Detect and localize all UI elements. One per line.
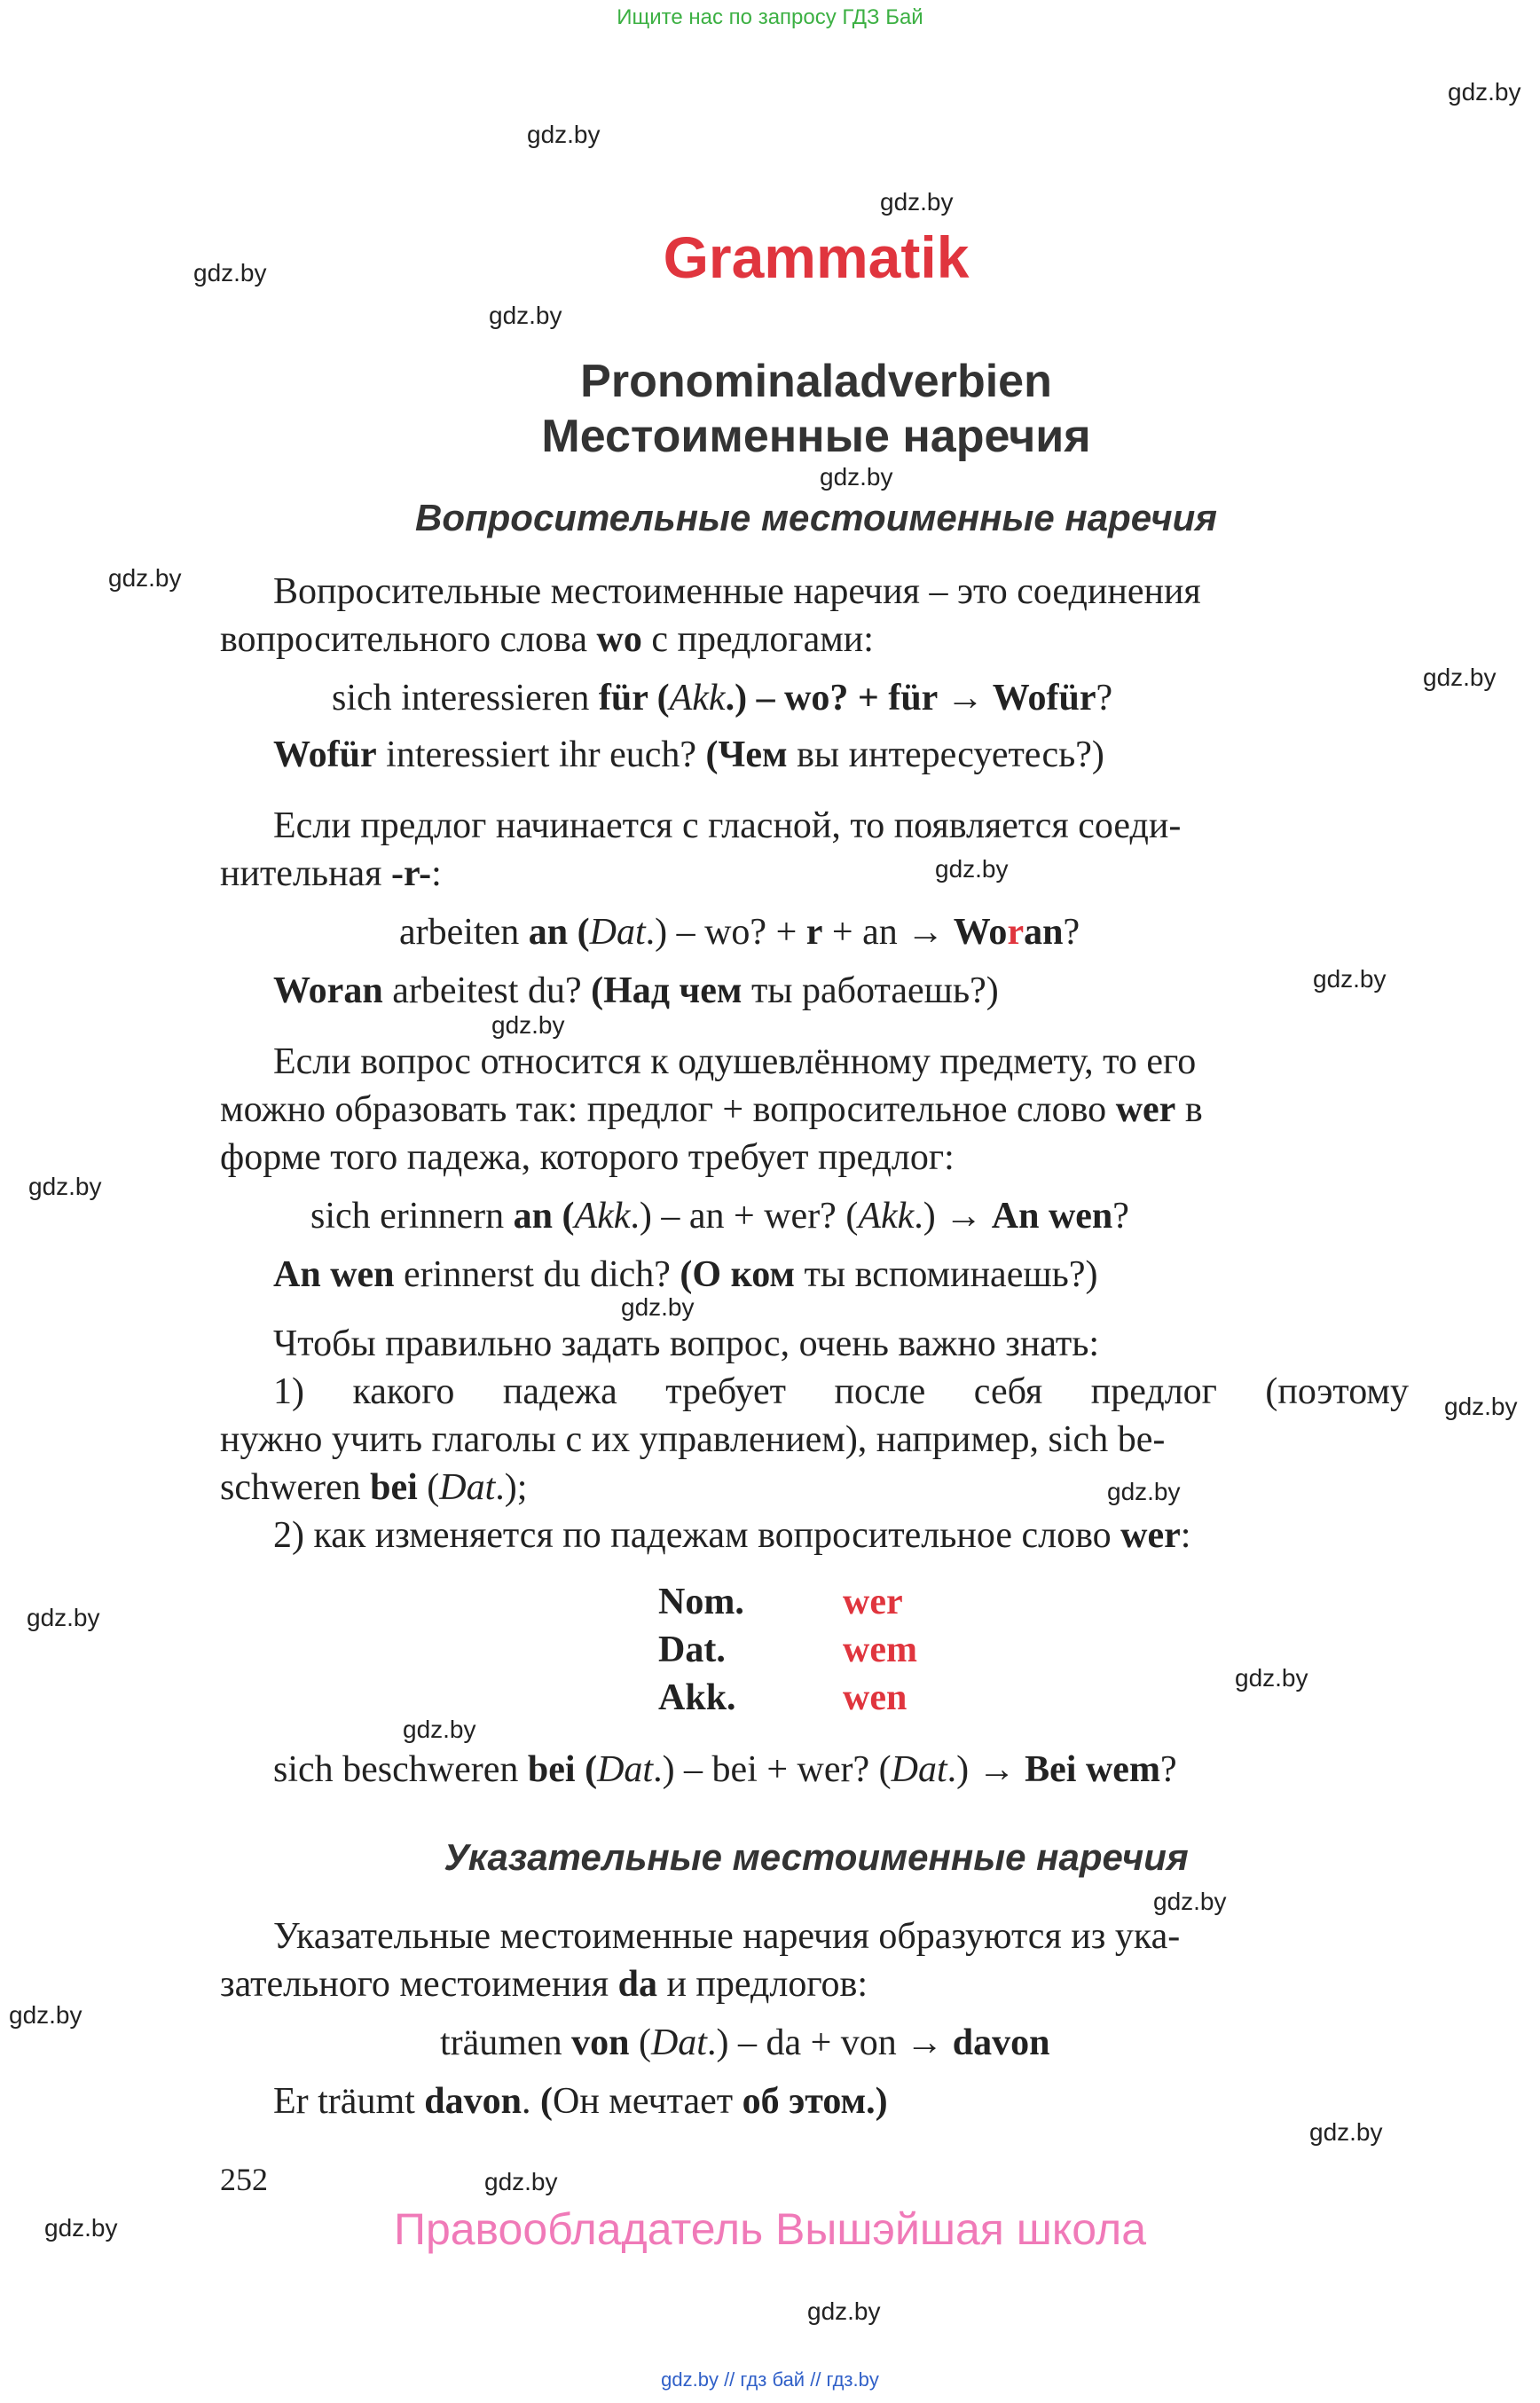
watermark: gdz.by xyxy=(1448,78,1521,106)
watermark: gdz.by xyxy=(820,463,893,491)
watermark: gdz.by xyxy=(527,121,601,148)
paragraph-line: нужно учить глаголы с их управлением), например, sich be- xyxy=(220,1419,1166,1460)
paragraph-line: вопросительного слова wo с предлогами: xyxy=(220,619,874,660)
section-title-interrogative: Вопросительные местоименные наречия xyxy=(415,497,1217,538)
example-sentence: An wen erinnerst du dich? (О ком ты вспоминаешь?) xyxy=(273,1254,1098,1295)
case-value: wer xyxy=(843,1582,903,1622)
watermark: gdz.by xyxy=(44,2214,118,2242)
watermark: gdz.by xyxy=(28,1173,102,1200)
section-title-demonstrative: Указательные местоименные наречия xyxy=(444,1836,1189,1878)
heading-russian: Местоименные наречия xyxy=(541,411,1091,462)
page-number: 252 xyxy=(220,2162,268,2197)
paragraph-line: Указательные местоименные наречия образуются из ука- xyxy=(273,1916,1181,1957)
paragraph-line: 1) какого падежа требует после себя предлог (поэтому xyxy=(273,1371,1409,1412)
paragraph-line: нительная -r-: xyxy=(220,853,442,894)
watermark: gdz.by xyxy=(489,302,562,329)
watermark: gdz.by xyxy=(807,2297,881,2325)
top-banner: Ищите нас по запросу ГДЗ Бай xyxy=(617,5,923,29)
watermark: gdz.by xyxy=(9,2001,82,2029)
watermark: gdz.by xyxy=(935,855,1009,883)
watermark: gdz.by xyxy=(27,1604,100,1631)
watermark: gdz.by xyxy=(880,188,954,216)
watermark: gdz.by xyxy=(491,1011,565,1039)
example-sentence: Woran arbeitest du? (Над чем ты работаешь?) xyxy=(273,970,999,1011)
watermark: gdz.by xyxy=(1153,1888,1227,1915)
watermark: gdz.by xyxy=(1444,1393,1518,1420)
example-sentence: Wofür interessiert ihr euch? (Чем вы интересуетесь?) xyxy=(273,734,1104,775)
example-line: sich beschweren bei (Dat.) – bei + wer? (Dat.) → Bei wem? xyxy=(273,1749,1177,1790)
case-value: wem xyxy=(843,1629,917,1670)
example-sentence: Er träumt davon. (Он мечтает об этом.) xyxy=(273,2081,888,2122)
watermark: gdz.by xyxy=(1235,1664,1308,1692)
heading-german: Pronominaladverbien xyxy=(580,356,1052,407)
watermark: gdz.by xyxy=(1423,664,1497,691)
copyright-owner: Правообладатель Вышэйшая школа xyxy=(394,2204,1146,2254)
watermark: gdz.by xyxy=(1107,1478,1181,1505)
page-title: Grammatik xyxy=(663,224,970,290)
paragraph-line: Чтобы правильно задать вопрос, очень важно знать: xyxy=(273,1323,1100,1364)
example-line: sich erinnern an (Akk.) – an + wer? (Akk.) → An wen? xyxy=(310,1196,1129,1237)
watermark: gdz.by xyxy=(1309,2118,1383,2146)
paragraph-line: зательного местоимения da и предлогов: xyxy=(220,1964,868,2005)
case-value: wen xyxy=(843,1677,908,1718)
paragraph-line: Вопросительные местоименные наречия – это соединения xyxy=(273,571,1201,612)
paragraph-line: 2) как изменяется по падежам вопросительное слово wer: xyxy=(273,1515,1191,1556)
case-label: Akk. xyxy=(658,1677,736,1718)
footer-links[interactable]: gdz.by // гдз бай // гдз.by xyxy=(661,2368,879,2391)
paragraph-line: Если предлог начинается с гласной, то появляется соеди- xyxy=(273,805,1182,846)
example-line: arbeiten an (Dat.) – wo? + r + an → Woran? xyxy=(399,912,1080,953)
case-label: Nom. xyxy=(658,1582,744,1622)
watermark: gdz.by xyxy=(621,1293,695,1321)
paragraph-line: можно образовать так: предлог + вопросительное слово wer в xyxy=(220,1089,1203,1130)
example-line: sich interessieren für (Akk.) – wo? + für → Wofür? xyxy=(332,678,1113,719)
watermark: gdz.by xyxy=(108,564,182,592)
watermark: gdz.by xyxy=(403,1716,476,1743)
paragraph-line: форме того падежа, которого требует предлог: xyxy=(220,1137,955,1178)
watermark: gdz.by xyxy=(1313,965,1387,993)
paragraph-line: schweren bei (Dat.); xyxy=(220,1467,528,1508)
case-label: Dat. xyxy=(658,1629,726,1670)
watermark: gdz.by xyxy=(193,259,267,287)
watermark: gdz.by xyxy=(484,2168,558,2195)
paragraph-line: Если вопрос относится к одушевлённому предмету, то его xyxy=(273,1041,1197,1082)
example-line: träumen von (Dat.) – da + von → davon xyxy=(440,2022,1050,2063)
